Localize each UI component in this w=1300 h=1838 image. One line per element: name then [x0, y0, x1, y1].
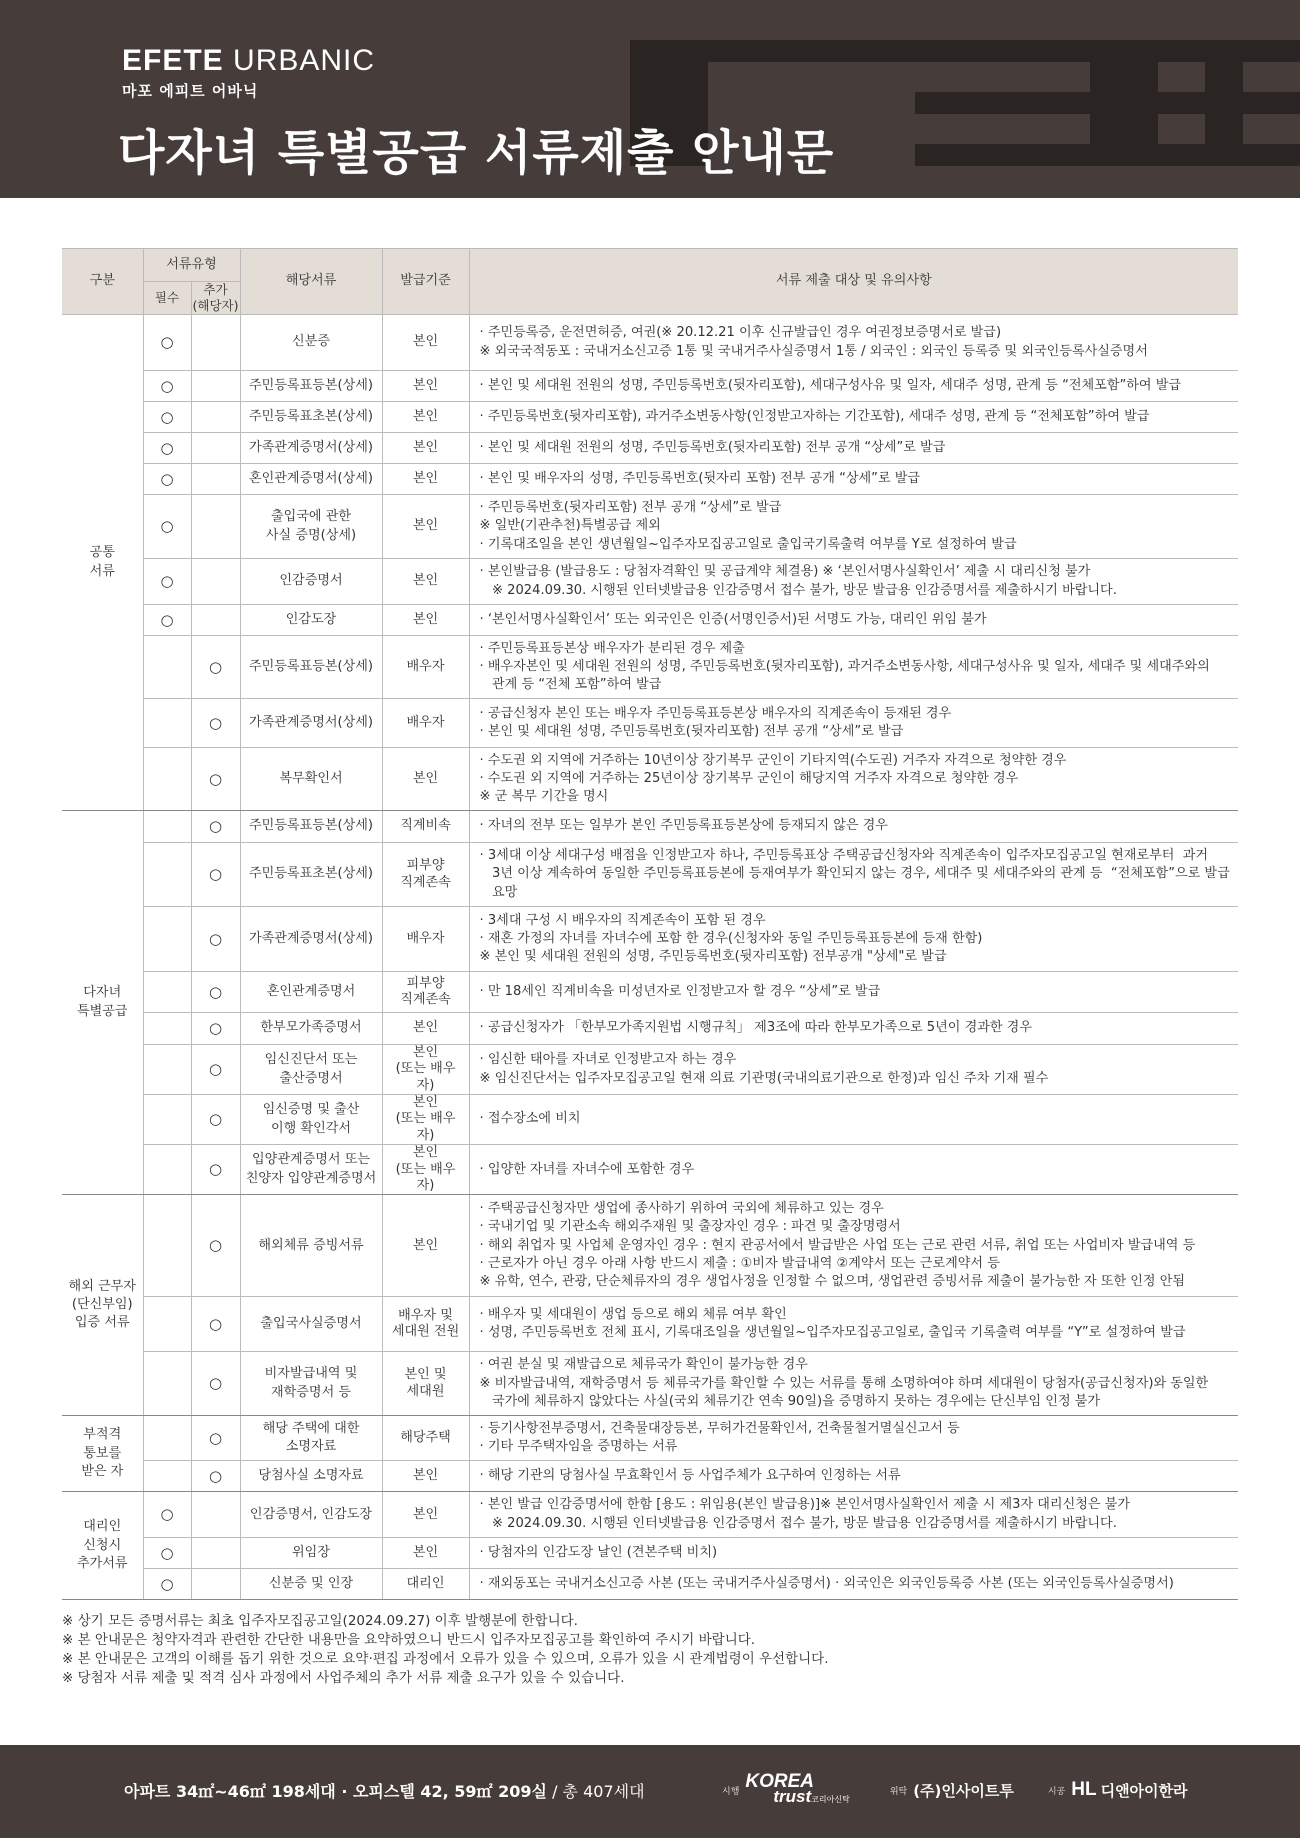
additional-mark [191, 1569, 240, 1600]
notes-cell [469, 1416, 1238, 1461]
table-row [62, 315, 1238, 371]
issuer-basis: 직계비속 [382, 811, 469, 843]
page-footer [0, 1745, 1300, 1838]
issuer-basis: 본인 [382, 1461, 469, 1492]
document-name: 해외체류 증빙서류 [240, 1195, 382, 1297]
page-header [0, 0, 1300, 198]
additional-mark: ○ [191, 1095, 240, 1145]
issuer-basis: 배우자 및 세대원 전원 [382, 1297, 469, 1352]
issuer-basis: 대리인 [382, 1569, 469, 1600]
additional-mark [191, 1538, 240, 1569]
document-name: 위임장 [240, 1538, 382, 1569]
note-line: · 본인 발급 인감증명서에 한함 [용도 : 위임용(본인 발급용)]※ 본인서명사실확인서 제출 시 제3자 대리신청은 불가 [479, 1497, 1130, 1513]
notes-cell [469, 559, 1238, 605]
required-mark: ○ [143, 464, 191, 495]
document-name: 인감증명서, 인감도장 [240, 1492, 382, 1538]
additional-mark: ○ [191, 843, 240, 907]
document-name: 가족관계증명서(상세) [240, 907, 382, 972]
additional-mark: ○ [191, 1045, 240, 1095]
header-category: 구분 [62, 249, 143, 315]
footnotes [62, 1612, 829, 1688]
note-line: · 본인 및 세대원 전원의 성명, 주민등록번호(뒷자리포함), 세대구성사유 및 일자, 세대주 성명, 관계 등 “전체포함”하여 발급 [479, 377, 1182, 393]
note-line: · 임신한 태아를 자녀로 인정받고자 하는 경우 [479, 1052, 737, 1068]
additional-mark [191, 464, 240, 495]
additional-mark: ○ [191, 699, 240, 748]
footnote: ※ 상기 모든 증명서류는 최초 입주자모집공고일(2024.09.27) 이후 발행분에 한합니다. [62, 1613, 578, 1629]
document-name: 혼인관계증명서(상세) [240, 464, 382, 495]
required-mark [143, 1013, 191, 1045]
note-line: · 여권 분실 및 재발급으로 체류국가 확인이 불가능한 경우 [479, 1357, 808, 1373]
required-mark [143, 1297, 191, 1352]
document-name: 인감도장 [240, 605, 382, 636]
note-line: · 수도권 외 지역에 거주하는 10년이상 장기복무 군인이 기타지역(수도권) 거주자 자격으로 청약한 경우 [479, 752, 1067, 768]
additional-mark [191, 433, 240, 464]
table-row [62, 843, 1238, 907]
category-cell: 부적격 통보를 받은 자 [62, 1416, 143, 1492]
note-line: ※ 외국국적동포 : 국내거소신고증 1통 및 국내거주사실증명서 1통 / 외국인 : 외국인 등록증 및 외국인등록사실증명서 [479, 343, 1148, 359]
document-table [62, 248, 1238, 1600]
table-row [62, 605, 1238, 636]
required-mark: ○ [143, 1569, 191, 1600]
header-additional: 추가 (해당자) [192, 282, 239, 313]
additional-mark: ○ [191, 748, 240, 811]
header-document: 해당서류 [240, 249, 382, 315]
notes-cell [469, 1145, 1238, 1195]
header-notes: 서류 제출 대상 및 유의사항 [469, 249, 1238, 315]
required-mark: ○ [143, 559, 191, 605]
document-name: 입양관계증명서 또는 친양자 입양관계증명서 [240, 1145, 382, 1195]
footnote: ※ 본 안내문은 고객의 이해를 돕기 위한 것으로 요약·편집 과정에서 오류가 있을 수 있으며, 오류가 있을 시 관계법령이 우선합니다. [62, 1651, 829, 1667]
document-name: 가족관계증명서(상세) [240, 699, 382, 748]
footnote: ※ 당첨자 서류 제출 및 적격 심사 과정에서 사업주체의 추가 서류 제출 요구가 있을 수 있습니다. [62, 1670, 625, 1686]
additional-mark: ○ [191, 1461, 240, 1492]
developer-logo-bottom: trust [773, 1786, 812, 1806]
notes-cell [469, 1195, 1238, 1297]
required-mark [143, 972, 191, 1013]
notes-cell [469, 1352, 1238, 1416]
document-name: 가족관계증명서(상세) [240, 433, 382, 464]
builder-name: 디앤아이한라 [1100, 1781, 1188, 1800]
document-name: 주민등록표등본(상세) [240, 811, 382, 843]
note-line: · 기타 무주택자임을 증명하는 서류 [479, 1439, 678, 1455]
required-mark: ○ [143, 402, 191, 433]
note-line: · 본인 및 배우자의 성명, 주민등록번호(뒷자리 포함) 전부 공개 “상세”로 발급 [479, 470, 921, 486]
additional-mark [191, 605, 240, 636]
issuer-basis: 본인 [382, 1013, 469, 1045]
note-line: · 성명, 주민등록번호 전체 표시, 기록대조일을 생년월일~입주자모집공고일로, 출입국 기록출력 여부를 “Y”로 설정하여 발급 [479, 1325, 1186, 1341]
issuer-basis: 본인 [382, 1538, 469, 1569]
note-line: 국가에 체류하지 않았다는 사실(국외 체류기간 연속 90일)을 증명하지 못하는 경우에는 단신부임 인정 불가 [479, 1393, 1101, 1409]
required-mark [143, 699, 191, 748]
document-name: 주민등록표등본(상세) [240, 636, 382, 699]
required-mark: ○ [143, 1492, 191, 1538]
required-mark: ○ [143, 605, 191, 636]
note-line: ※ 2024.09.30. 시행된 인터넷발급용 인감증명서 접수 불가, 방문 발급용 인감증명서를 제출하시기 바랍니다. [479, 582, 1117, 598]
developer-logo-sub: 코리아신탁 [811, 1794, 850, 1804]
table-row [62, 1297, 1238, 1352]
document-name: 임신증명 및 출산 이행 확인각서 [240, 1095, 382, 1145]
issuer-basis: 배우자 [382, 907, 469, 972]
notes-cell [469, 811, 1238, 843]
required-mark [143, 1461, 191, 1492]
issuer-basis: 본인 [382, 402, 469, 433]
note-line: ※ 임신진단서는 입주자모집공고일 현재 의료 기관명(국내의료기관으로 한정)과 임신 주차 기재 필수 [479, 1070, 1049, 1086]
document-name: 한부모가족증명서 [240, 1013, 382, 1045]
required-mark: ○ [143, 495, 191, 559]
agent-name: (주)인사이트투 [913, 1781, 1014, 1800]
brand-name-bold: EFETE [122, 44, 224, 77]
note-line: · 해외 취업자 및 사업체 운영자인 경우 : 현지 관공서에서 발급받은 사업 또는 근로 관련 서류, 취업 또는 사업비자 발급내역 등 [479, 1237, 1196, 1253]
note-line: · 해당 기관의 당첨사실 무효확인서 등 사업주체가 요구하여 인정하는 서류 [479, 1468, 901, 1484]
issuer-basis: 본인 (또는 배우자) [382, 1045, 469, 1095]
note-line: · 국내기업 및 기관소속 해외주재원 및 출장자인 경우 : 파견 및 출장명령서 [479, 1219, 901, 1235]
note-line: · 주택공급신청자만 생업에 종사하기 위하여 국외에 체류하고 있는 경우 [479, 1200, 884, 1216]
document-name: 복무확인서 [240, 748, 382, 811]
notes-cell [469, 1569, 1238, 1600]
notes-cell [469, 843, 1238, 907]
category-cell: 대리인 신청시 추가서류 [62, 1492, 143, 1600]
note-line: · 공급신청자 본인 또는 배우자 주민등록표등본상 배우자의 직계존속이 등재된 경우 [479, 705, 952, 721]
required-mark [143, 636, 191, 699]
category-cell: 공통 서류 [62, 315, 143, 811]
note-line: · 근로자가 아닌 경우 아래 사항 반드시 제출 : ①비자 발급내역 ②계약서 또는 근로계약서 등 [479, 1255, 1000, 1271]
agent-role: 위탁 [889, 1786, 908, 1797]
additional-mark: ○ [191, 811, 240, 843]
issuer-basis: 본인 [382, 371, 469, 402]
note-line: ※ 군 복무 기간을 명시 [479, 789, 609, 805]
required-mark [143, 1352, 191, 1416]
additional-mark: ○ [191, 972, 240, 1013]
note-line: · 공급신청자가 「한부모가족지원법 시행규칙」 제3조에 따라 한부모가족으로 5년이 경과한 경우 [479, 1020, 1032, 1036]
notes-cell [469, 748, 1238, 811]
developer-logo-top: KOREA [745, 1770, 815, 1792]
table-row [62, 464, 1238, 495]
document-name: 출입국사실증명서 [240, 1297, 382, 1352]
note-line: · 수도권 외 지역에 거주하는 25년이상 장기복무 군인이 해당지역 거주자 자격으로 청약한 경우 [479, 770, 1019, 786]
required-mark [143, 1416, 191, 1461]
additional-mark [191, 371, 240, 402]
note-line: · 접수장소에 비치 [479, 1111, 581, 1127]
brand-logo [122, 44, 375, 101]
builder-logo: HL [1071, 1779, 1097, 1800]
document-name: 비자발급내역 및 재학증명서 등 [240, 1352, 382, 1416]
table-row [62, 748, 1238, 811]
table-row [62, 1195, 1238, 1297]
additional-mark: ○ [191, 636, 240, 699]
required-mark [143, 811, 191, 843]
additional-mark: ○ [191, 1297, 240, 1352]
note-line: · 본인발급용 (발급용도 : 당첨자격확인 및 공급계약 체결용) ※ ‘본인서명사실확인서’ 제출 시 대리신청 불가 [479, 564, 1091, 580]
table-row [62, 371, 1238, 402]
note-line: ※ 유학, 연수, 관광, 단순체류자의 경우 생업사정을 인정할 수 없으며, 생업관련 증빙서류 제출이 불가능한 자 또한 인정 안됨 [479, 1274, 1186, 1290]
additional-mark [191, 402, 240, 433]
notes-cell [469, 972, 1238, 1013]
issuer-basis: 본인 [382, 464, 469, 495]
required-mark [143, 748, 191, 811]
table-row [62, 1416, 1238, 1461]
document-name: 당첨사실 소명자료 [240, 1461, 382, 1492]
note-line: · 본인 및 세대원 성명, 주민등록번호(뒷자리포함) 전부 공개 “상세”로 발급 [479, 724, 904, 739]
table-row [62, 1569, 1238, 1600]
header-decoration [630, 40, 1300, 62]
table-row [62, 1095, 1238, 1145]
note-line: · 3세대 구성 시 배우자의 직계존속이 포함 된 경우 [479, 912, 766, 928]
developer-role: 시행 [722, 1786, 740, 1797]
additional-mark [191, 495, 240, 559]
brand-name-en [122, 44, 375, 78]
notes-cell [469, 371, 1238, 402]
additional-mark [191, 315, 240, 371]
table-row [62, 1045, 1238, 1095]
note-line: · 입양한 자녀를 자녀수에 포함한 경우 [479, 1161, 695, 1177]
additional-mark: ○ [191, 907, 240, 972]
document-name: 신분증 [240, 315, 382, 371]
required-mark: ○ [143, 433, 191, 464]
table-header-row [62, 249, 1238, 282]
document-name: 인감증명서 [240, 559, 382, 605]
additional-mark: ○ [191, 1352, 240, 1416]
notes-cell [469, 1461, 1238, 1492]
note-line: · 당첨자의 인감도장 날인 (견본주택 비치) [479, 1545, 718, 1561]
notes-cell [469, 907, 1238, 972]
notes-cell [469, 1538, 1238, 1569]
table-row [62, 433, 1238, 464]
note-line: · 기록대조일을 본인 생년월일~입주자모집공고일로 출입국기록출력 여부를 Y로 설정하여 발급 [479, 536, 1017, 552]
total-units: / 총 407세대 [546, 1782, 645, 1801]
note-line: · 재외동포는 국내거소신고증 사본 (또는 국내거주사실증명서) · 외국인은 외국인등록증 사본 (또는 외국인등록사실증명서) [479, 1576, 1174, 1592]
issuer-basis: 피부양 직계존속 [382, 972, 469, 1013]
notes-cell [469, 495, 1238, 559]
required-mark [143, 843, 191, 907]
table-row [62, 1538, 1238, 1569]
footnote: ※ 본 안내문은 청약자격과 관련한 간단한 내용만을 요약하였으니 반드시 입주자모집공고를 확인하여 주시기 바랍니다. [62, 1632, 756, 1648]
required-mark: ○ [143, 315, 191, 371]
document-title: 다자녀 특별공급 서류제출 안내문 [118, 125, 835, 181]
note-line: ※ 비자발급내역, 재학증명서 등 체류국가를 확인할 수 있는 서류를 통해 소명하여야 하며 세대원이 당첨자(공급신청자)와 동일한 [479, 1375, 1209, 1391]
table-row [62, 559, 1238, 605]
unit-summary: 아파트 34㎡~46㎡ 198세대 · 오피스텔 42, 59㎡ 209실 [124, 1782, 547, 1801]
note-line: · 배우자 및 세대원이 생업 등으로 해외 체류 여부 확인 [479, 1306, 787, 1322]
note-line: · 주민등록번호(뒷자리포함) 전부 공개 “상세”로 발급 [479, 500, 782, 515]
note-line: ※ 2024.09.30. 시행된 인터넷발급용 인감증명서 접수 불가, 방문 발급용 인감증명서를 제출하시기 바랍니다. [479, 1515, 1117, 1531]
additional-mark [191, 559, 240, 605]
document-name: 신분증 및 인장 [240, 1569, 382, 1600]
table-body [62, 315, 1238, 1600]
note-line: · 재혼 가정의 자녀를 자녀수에 포함 한 경우(신청자와 동일 주민등록표등본에 등재 한함) [479, 930, 983, 946]
document-name: 주민등록표초본(상세) [240, 402, 382, 433]
required-mark [143, 1095, 191, 1145]
additional-mark [191, 1492, 240, 1538]
note-line: · 배우자본인 및 세대원 전원의 성명, 주민등록번호(뒷자리포함), 과거주소변동사항, 세대구성사유 및 일자, 세대주 및 세대주와의 [479, 658, 1210, 674]
table-row [62, 1013, 1238, 1045]
document-name: 임신진단서 또는 출산증명서 [240, 1045, 382, 1095]
issuer-basis: 해당주택 [382, 1416, 469, 1461]
builder-role: 시공 [1047, 1786, 1066, 1797]
required-mark: ○ [143, 1538, 191, 1569]
table-row [62, 402, 1238, 433]
brand-name-ko: 마포 에피트 어바닉 [122, 82, 259, 100]
header-issuer-basis: 발급기준 [382, 249, 469, 315]
note-line: ※ 본인 및 세대원 전원의 성명, 주민등록번호(뒷자리포함) 전부공개 "상세"로 발급 [479, 949, 947, 965]
issuer-basis: 본인 [382, 495, 469, 559]
note-line: · 주민등록증, 운전면허증, 여권(※ 20.12.21 이후 신규발급인 경우 여권정보증명서로 발급) [479, 325, 1002, 341]
notes-cell [469, 1492, 1238, 1538]
table-row [62, 699, 1238, 748]
header-decoration [1205, 40, 1243, 166]
header-required: 필수 [143, 282, 191, 315]
note-line: · 자녀의 전부 또는 일부가 본인 주민등록표등본상에 등재되지 않은 경우 [479, 818, 888, 834]
brand-name-thin: URBANIC [223, 44, 376, 77]
developer-logo [745, 1770, 850, 1807]
notes-cell [469, 1045, 1238, 1095]
issuer-basis: 본인 (또는 배우자) [382, 1095, 469, 1145]
required-mark [143, 1195, 191, 1297]
issuer-basis: 본인 [382, 1492, 469, 1538]
document-name: 주민등록표등본(상세) [240, 371, 382, 402]
notes-cell [469, 699, 1238, 748]
note-line: · 본인 및 세대원 전원의 성명, 주민등록번호(뒷자리포함) 전부 공개 “상세”로 발급 [479, 439, 946, 455]
note-line: · 주민등록표등본상 배우자가 분리된 경우 제출 [479, 640, 745, 656]
document-name: 혼인관계증명서 [240, 972, 382, 1013]
notes-cell [469, 464, 1238, 495]
notes-cell [469, 605, 1238, 636]
note-line: 3년 이상 계속하여 동일한 주민등록표등본에 등재여부가 확인되지 않는 경우, 세대주 및 세대주와의 관계 등 “전체포함”으로 발급 [479, 866, 1230, 882]
note-line: · 주민등록번호(뒷자리포함), 과거주소변동사항(인정받고자하는 기간포함), 세대주 성명, 관계 등 “전체포함”하여 발급 [479, 408, 1150, 424]
table-row [62, 1145, 1238, 1195]
required-mark [143, 907, 191, 972]
note-line: · 3세대 이상 세대구성 배점을 인정받고자 하나, 주민등록표상 주택공급신청자와 직계존속이 입주자모집공고일 현재로부터 과거 [479, 848, 1209, 863]
document-name: 주민등록표초본(상세) [240, 843, 382, 907]
issuer-basis: 본인 [382, 1195, 469, 1297]
additional-mark: ○ [191, 1013, 240, 1045]
note-line: · ‘본인서명사실확인서’ 또는 외국인은 인증(서명인증서)된 서명도 가능, 대리인 위임 불가 [479, 611, 987, 627]
table-row [62, 1492, 1238, 1538]
additional-mark: ○ [191, 1195, 240, 1297]
issuer-basis: 배우자 [382, 636, 469, 699]
notes-cell [469, 1095, 1238, 1145]
table-row [62, 1352, 1238, 1416]
note-line: ※ 일반(기관추천)특별공급 제외 [479, 518, 661, 534]
note-line: · 만 18세인 직계비속을 미성년자로 인정받고자 할 경우 “상세”로 발급 [479, 983, 881, 999]
notes-cell [469, 636, 1238, 699]
issuer-basis: 본인 (또는 배우자) [382, 1145, 469, 1195]
table-row [62, 495, 1238, 559]
required-mark: ○ [143, 371, 191, 402]
project-summary [124, 1779, 645, 1802]
partners [722, 1770, 1188, 1807]
category-cell: 다자녀 특별공급 [62, 811, 143, 1195]
table-row [62, 811, 1238, 843]
table-row [62, 972, 1238, 1013]
note-line: 관계 등 “전체 포함”하여 발급 [479, 677, 662, 693]
required-mark [143, 1045, 191, 1095]
note-line: · 등기사항전부증명서, 건축물대장등본, 무허가건물확인서, 건축물철거멸실신고서 등 [479, 1420, 960, 1436]
notes-cell [469, 402, 1238, 433]
issuer-basis: 본인 [382, 605, 469, 636]
document-name: 해당 주택에 대한 소명자료 [240, 1416, 382, 1461]
issuer-basis: 본인 [382, 433, 469, 464]
document-name: 출입국에 관한 사실 증명(상세) [240, 495, 382, 559]
notes-cell [469, 1297, 1238, 1352]
header-doc-type: 서류유형 [143, 249, 240, 282]
notes-cell [469, 433, 1238, 464]
table-row [62, 907, 1238, 972]
required-mark [143, 1145, 191, 1195]
issuer-basis: 본인 [382, 559, 469, 605]
issuer-basis: 피부양 직계존속 [382, 843, 469, 907]
notes-cell [469, 315, 1238, 371]
category-cell: 해외 근무자 (단신부임) 입증 서류 [62, 1195, 143, 1416]
note-line: 요망 [479, 884, 518, 900]
notes-cell [469, 1013, 1238, 1045]
issuer-basis: 배우자 [382, 699, 469, 748]
table-row [62, 1461, 1238, 1492]
header-decoration [1090, 40, 1158, 166]
issuer-basis: 본인 및 세대원 [382, 1352, 469, 1416]
issuer-basis: 본인 [382, 315, 469, 371]
table-row [62, 636, 1238, 699]
issuer-basis: 본인 [382, 748, 469, 811]
additional-mark: ○ [191, 1416, 240, 1461]
additional-mark: ○ [191, 1145, 240, 1195]
